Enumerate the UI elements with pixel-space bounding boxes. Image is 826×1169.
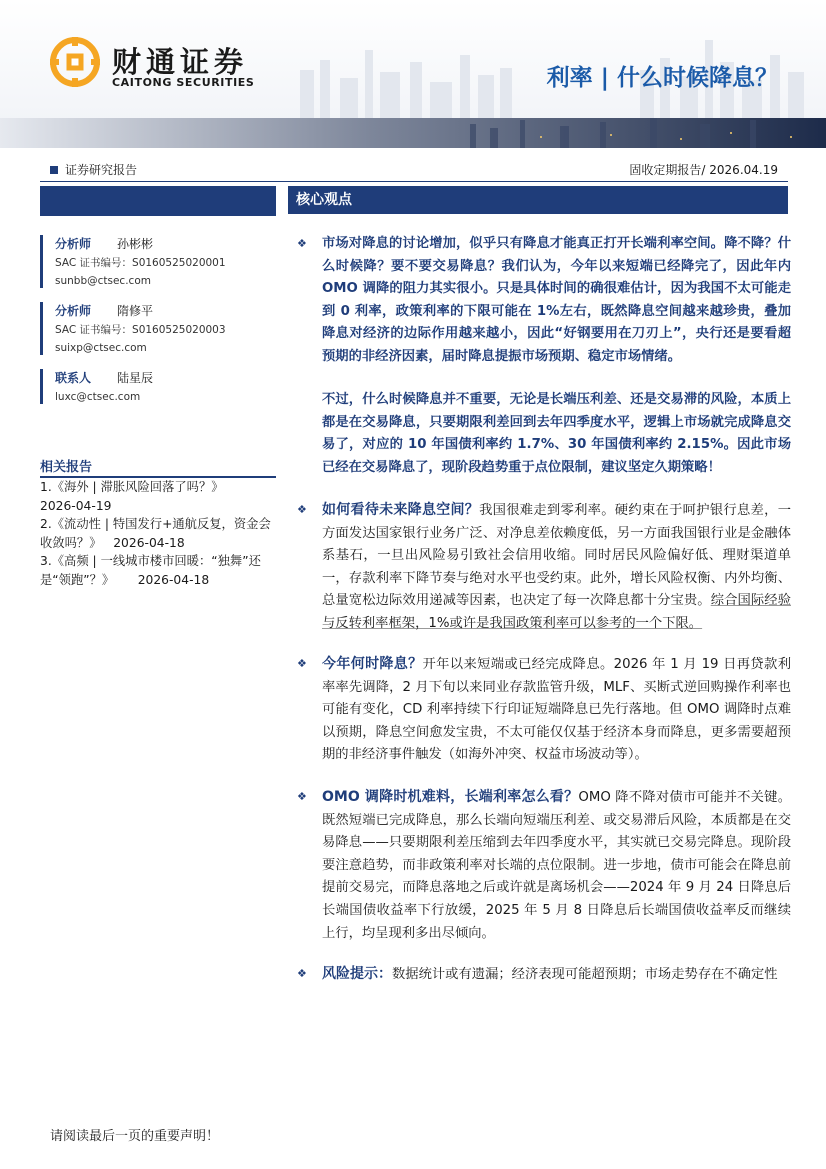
brand-name-cn: 财通证券 xyxy=(112,45,249,79)
caitong-logo-icon xyxy=(50,37,100,87)
core-point-1-text: 市场对降息的讨论增加，似乎只有降息才能真正打开长端利率空间。降不降？什么时候降？要不要交易降息？我们认为，今年以来短端已经降完了，因此年内 OMO 调降的阻力其实很小。只是具体时间的确很难估计，因为我国不太可能走到 0 利率，政策利率的下限可能在 1%左右，既然降息空间越来越珍贵，叠加降息对经济的边际作用越来越小，因此“好钢要用在刀刃上”，央行还是要看超预期的非经济因素，届时降息提振市场预期、稳定市场情绪。 xyxy=(322,236,791,364)
section-body: 数据统计或有遗漏；经济表现可能超预期；市场走势存在不确定性 xyxy=(392,967,778,982)
left-column-header-bar xyxy=(40,186,276,216)
section-heading: 风险提示： xyxy=(322,966,392,982)
contact-email[interactable]: luxc@ctsec.com xyxy=(55,391,141,403)
report-date-label: 固收定期报告/ 2026.04.19 xyxy=(629,163,778,177)
analyst-email[interactable]: sunbb@ctsec.com xyxy=(55,275,151,287)
analyst-name: 隋修平 xyxy=(117,304,154,318)
related-report-title[interactable]: 1.《海外 | 滞胀风险回落了吗？》 xyxy=(40,480,224,494)
related-report-title[interactable]: 2.《流动性 | 特国发行+通航反复，资金会收敛吗？》 xyxy=(40,517,271,550)
related-reports-list xyxy=(40,478,278,590)
report-header xyxy=(0,0,826,158)
section-heading: 今年何时降息？ xyxy=(322,656,423,672)
section-body: OMO 降不降对债市可能并不关键。既然短端已完成降息，那么长端向短端压利差、或交易滞后风险，本质都是在交易降息——只要期限利差压缩到去年四季度水平，其实就已交易完降息。现阶段要注意趋势，而非政策利率对长端的点位限制。进一步地，债市可能会在降息前提前交易完，而降息落地之后或许就是离场机会——2024 年 9 月 24 日降息后长端国债收益率下行放缓，2025 年 5 月 8 日降息后长端国债收益率反而继续上行，均呈现利多出尽倾向。 xyxy=(322,790,792,941)
section-heading: OMO 调降时机难料，长端利率怎么看？ xyxy=(322,789,579,805)
section-body-underlined: 综合国际经验与反转利率框架，1%或许是我国政策利率可以参考的一个下限。 xyxy=(322,593,791,631)
diamond-bullet-icon: ❖ xyxy=(297,967,307,980)
report-type-label: 证券研究报告 xyxy=(65,163,138,177)
contact-role: 联系人 xyxy=(55,371,92,385)
divider xyxy=(40,181,788,182)
analyst-role: 分析师 xyxy=(55,304,92,318)
related-reports-title: 相关报告 xyxy=(40,460,93,475)
contact-name: 陆星辰 xyxy=(117,371,154,385)
analyst-card xyxy=(40,235,276,288)
report-type xyxy=(50,161,137,178)
analyst-sac: SAC 证书编号：S0160525020001 xyxy=(55,257,226,269)
section-rate-cut-room xyxy=(297,499,791,636)
analyst-card xyxy=(40,302,276,355)
report-title: 利率 | 什么时候降息？ xyxy=(546,65,778,91)
diamond-bullet-icon: ❖ xyxy=(297,657,307,670)
diamond-bullet-icon: ❖ xyxy=(297,503,307,516)
related-report-date: 2026-04-19 xyxy=(40,498,112,513)
bullet-square-icon xyxy=(50,166,58,174)
related-report-item[interactable] xyxy=(40,515,278,552)
related-report-date: 2026-04-18 xyxy=(113,535,185,550)
disclaimer-footer: 请阅读最后一页的重要声明！ xyxy=(50,1129,220,1144)
analyst-email[interactable]: suixp@ctsec.com xyxy=(55,342,147,354)
related-report-item[interactable] xyxy=(40,478,278,515)
diamond-bullet-icon: ❖ xyxy=(297,790,307,803)
section-body: 我国很难走到零利率。硬约束在于呵护银行息差，一方面发达国家银行业务广泛、对净息差依赖度低，另一方面我国银行业是金融体系基石，一旦出风险易引致社会信用收缩。同时居民风险偏好低、理财渠道单一，存款利率下降节奏与绝对水平也受约束。此外，增长风险权衡、内外均衡、总量宽松边际效用递减等因素，也决定了每一次降息都十分宝贵。 xyxy=(322,503,792,609)
related-report-title[interactable]: 3.《高频 | 一线城市楼市回暖：“独舞”还是“领跑”？》 xyxy=(40,554,261,587)
contact-card xyxy=(40,369,276,404)
section-heading: 如何看待未来降息空间？ xyxy=(322,502,480,518)
diamond-bullet-icon: ❖ xyxy=(297,237,307,250)
section-risk-warning xyxy=(297,963,791,987)
core-point-2-text: 不过，什么时候降息并不重要，无论是长端压利差、还是交易滞的风险，本质上都是在交易降息，只要期限利差回到去年四季度水平，逻辑上市场就完成降息交易了，对应的 10 年国债利率约 1.7%、30 年国债利率约 2.15%。因此市场已经在交易降息了，现阶段趋势重于点位限制，建议坚定久期策略！ xyxy=(322,392,791,475)
brand-name-en: CAITONG SECURITIES xyxy=(112,76,255,89)
analyst-sac: SAC 证书编号：S0160525020003 xyxy=(55,324,226,336)
core-point-1 xyxy=(297,233,791,369)
related-report-date: 2026-04-18 xyxy=(137,572,210,587)
analyst-name: 孙彬彬 xyxy=(117,237,154,251)
section-body: 开年以来短端或已经完成降息。2026 年 1 月 19 日再贷款利率率先调降，2 月下旬以来同业存款监管升级，MLF、买断式逆回购操作利率也可能有变化，CD 利率持续下行印证短端降息已先行落地。但 OMO 调降时点难以预期，降息空间愈发宝贵，不太可能仅仅基于经济本身而降息，更多需要超预期的非经济事件触发（如海外冲突、权益市场波动等）。 xyxy=(322,657,791,763)
analyst-role: 分析师 xyxy=(55,237,92,251)
core-views-header: 核心观点 xyxy=(288,186,788,214)
related-report-item[interactable] xyxy=(40,552,278,589)
section-when-cut xyxy=(297,653,791,767)
section-long-end-rates xyxy=(297,786,791,945)
core-point-2 xyxy=(297,389,791,479)
